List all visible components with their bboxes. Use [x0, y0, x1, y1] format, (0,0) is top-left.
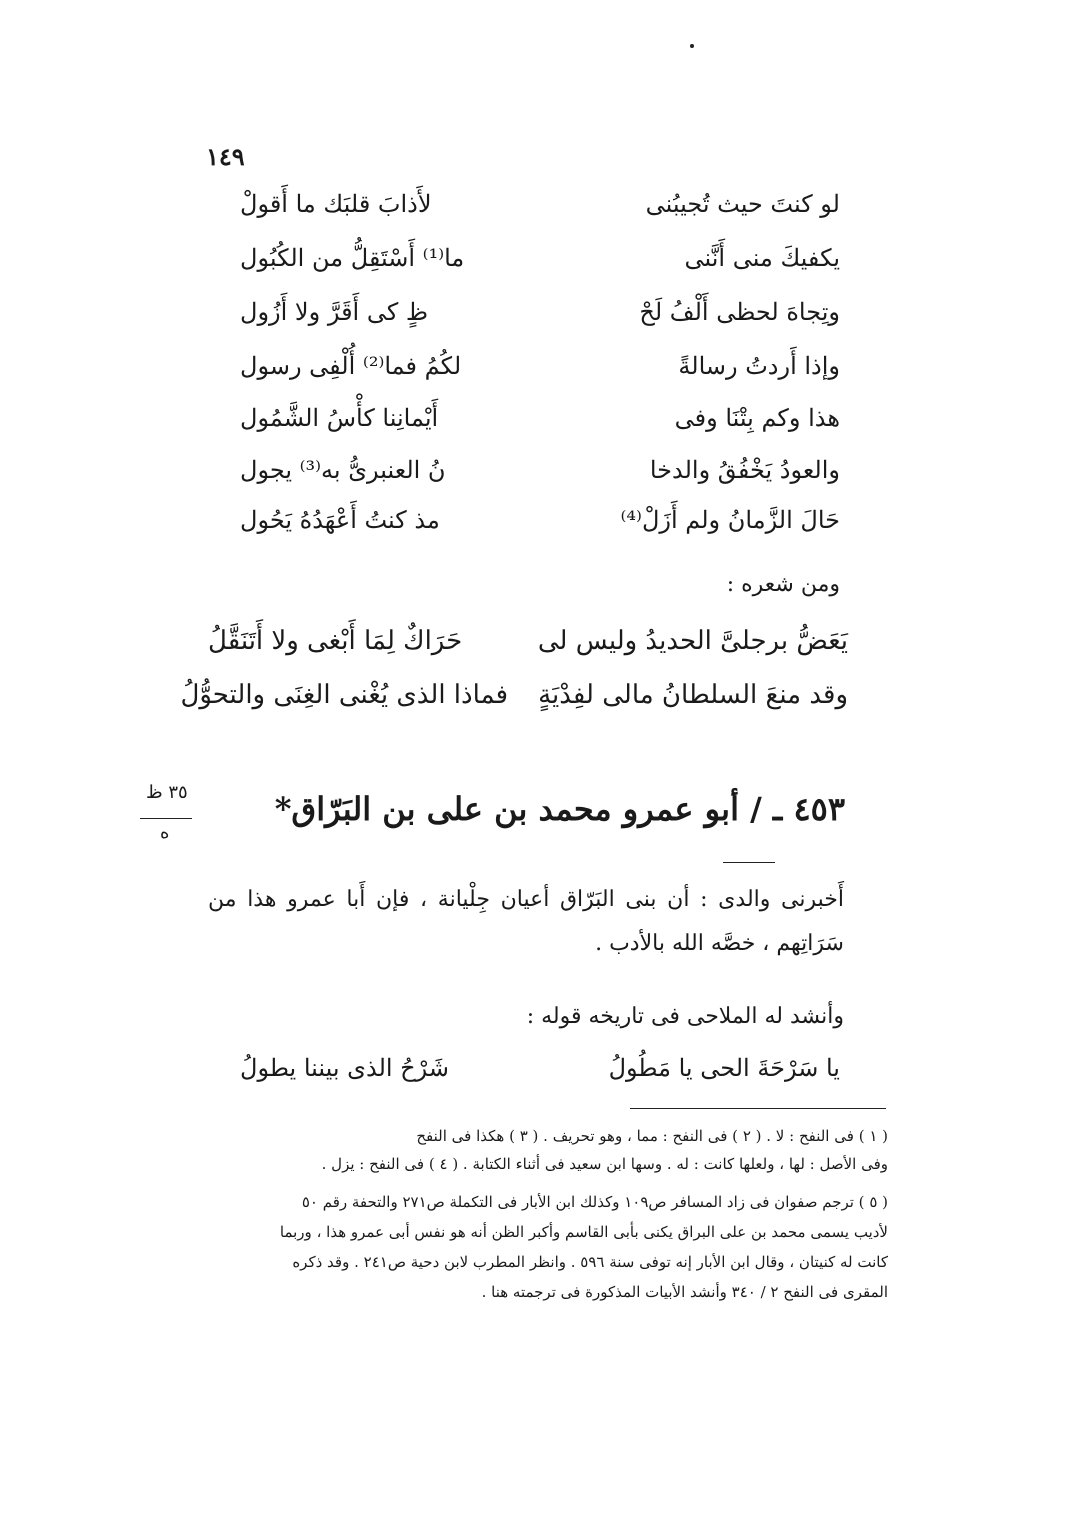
- heading-rule: [723, 862, 775, 863]
- verse-second-hemistich: لكُمُ فما⁽²⁾ أُلْفِى رسول: [240, 352, 462, 380]
- verse: [240, 190, 840, 230]
- verse-first-hemistich: يَعَضُّ برجلىَّ الحديدُ وليس لى: [537, 626, 848, 656]
- verse-first-hemistich: حَالَ الزَّمانُ ولم أَزَلْ⁽⁴⁾: [620, 506, 840, 534]
- verse-first-hemistich: لو كنتَ حيث تُجيبُنى: [645, 190, 840, 218]
- verse-first-hemistich: هذا وكم بِتْنَا وفى: [674, 404, 840, 432]
- marginal-rule: [140, 818, 192, 819]
- verse-first-hemistich: وتِجاهَ لحظى أَلْفُ لَحْ: [639, 298, 840, 326]
- verse-second-hemistich: حَرَاكٌ لِمَا أَبْغى ولا أَتَنَقَّلُ: [208, 626, 463, 656]
- verse-second-hemistich: نُ العنبرىُّ به⁽³⁾ يجول: [240, 456, 446, 484]
- verse-second-hemistich: ما⁽¹⁾ أَسْتَقِلُّ من الكُبُول: [240, 244, 465, 272]
- verse: [240, 456, 840, 496]
- footnote-line: كانت له كنيتان ، وقال ابن الأبار إنه توفى سنة ٥٩٦ . وانظر المطرب لابن دحية ص٢٤١ . وقد ذكره: [292, 1253, 888, 1271]
- verse: [240, 352, 840, 392]
- entry-heading: ٤٥٣ ـ / أبو عمرو محمد بن على بن البَرّاق*: [274, 790, 845, 828]
- verse: [208, 626, 848, 666]
- verse-second-hemistich: لأَذابَ قلبَك ما أَقولْ: [240, 190, 432, 218]
- verse-first-hemistich: والعودُ يَخْفُقُ والدخا: [649, 456, 840, 484]
- marginal-folio-note: ٣٥ ظ: [146, 782, 188, 803]
- verse-second-hemistich: ظٍ كى أَقَرَّ ولا أَزُول: [240, 298, 429, 326]
- verse: [240, 404, 840, 444]
- footnote-line: المقرى فى النفح ٢ / ٣٤٠ وأنشد الأبيات المذكورة فى ترجمته هنا .: [481, 1283, 888, 1301]
- footnote-line: ( ٥ ) ترجم صفوان فى زاد المسافر ص١٠٩ وكذلك ابن الأبار فى التكملة ص٢٧١ والتحفة رقم ٥٠: [301, 1193, 888, 1211]
- poem-three-verse: [240, 1054, 840, 1094]
- footnote-line: لأديب يسمى محمد بن على البراق يكنى بأبى القاسم وأكبر الظن أنه هو نفس أبى عمرو هذا ، وربما: [279, 1223, 888, 1241]
- intro-line: ومن شعره :: [726, 572, 840, 597]
- marginal-folio-subnote: ه: [160, 822, 170, 843]
- verse: [240, 244, 840, 284]
- quote-intro: وأنشد له الملاحى فى تاريخه قوله :: [526, 1004, 844, 1029]
- verse: [180, 680, 848, 720]
- verse-first-hemistich: يا سَرْحَةَ الحى يا مَطُولُ: [608, 1054, 840, 1082]
- verse-first-hemistich: وإذا أَردتُ رسالةً: [678, 352, 840, 380]
- ink-speck: [690, 44, 694, 48]
- verse: [240, 298, 840, 338]
- footnote-line: وفى الأصل : لها ، ولعلها كانت : له . وسها ابن سعيد فى أثناء الكتابة . ( ٤ ) فى النفح : يزل .: [321, 1155, 888, 1173]
- footnote-separator: [630, 1108, 886, 1109]
- footnote-line: ( ١ ) فى النفح : لا . ( ٢ ) فى النفح : مما ، وهو تحريف . ( ٣ ) هكذا فى النفح: [416, 1127, 888, 1145]
- verse-second-hemistich: فماذا الذى يُغْنى الغِنَى والتحوُّلُ: [180, 680, 508, 710]
- verse-second-hemistich: أَيْمانِنا كأْسُ الشَّمُول: [240, 404, 439, 432]
- verse: [240, 506, 840, 546]
- verse-first-hemistich: وقد منعَ السلطانُ مالى لفِدْيَةٍ: [538, 680, 848, 710]
- verse-second-hemistich: مذ كنتُ أَعْهَدُهُ يَحُول: [240, 506, 440, 534]
- verse-second-hemistich: شَرْحُ الذى بيننا يطولُ: [240, 1054, 450, 1082]
- entry-paragraph: أَخبرنى والدى : أن بنى البَرّاق أعيان جِلْيانة ، فإن أَبا عمرو هذا من سَرَاتِهم ، خصَّه الله بالأدب .: [208, 887, 844, 956]
- page-number: ١٤٩: [206, 142, 245, 171]
- verse-first-hemistich: يكفيكَ منى أَنَّنى: [684, 244, 840, 272]
